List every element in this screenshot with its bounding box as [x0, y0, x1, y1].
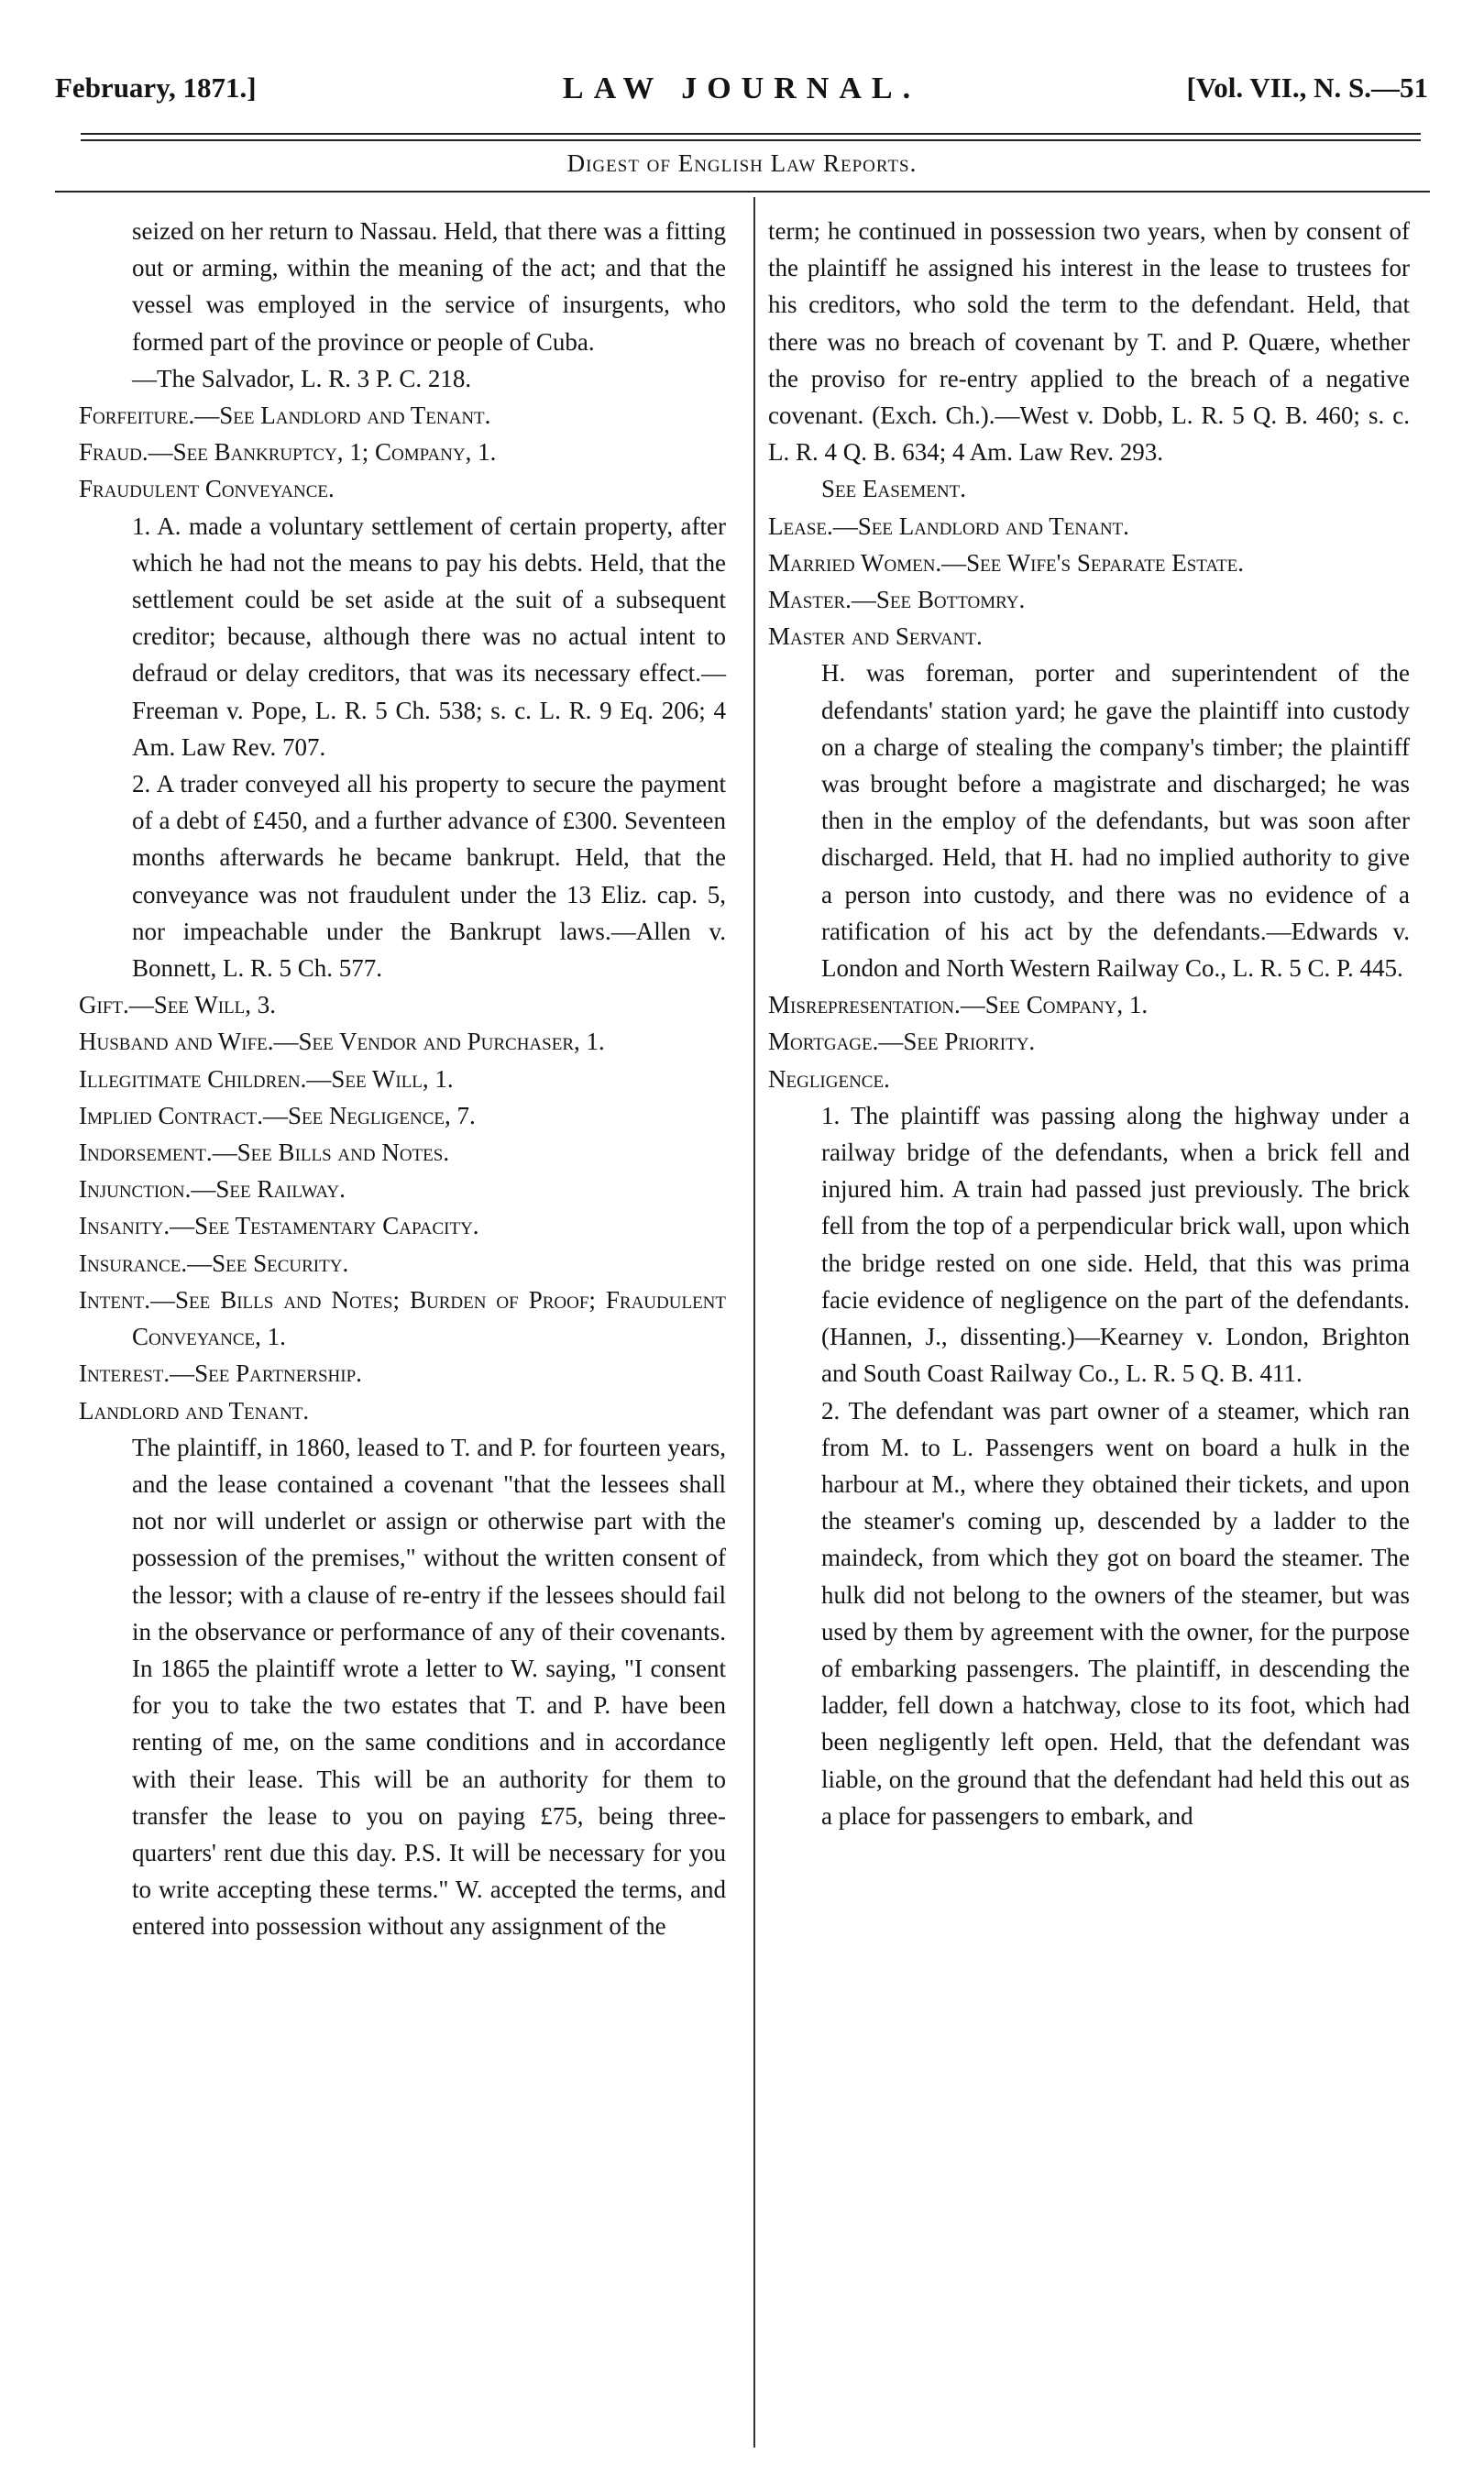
- heading-negligence: Negligence.: [768, 1064, 890, 1093]
- entry-lease: Lease.—See Landlord and Tenant.: [768, 512, 1129, 540]
- left-column: [79, 213, 726, 1945]
- entry-husband-wife: Husband and Wife.—See Vendor and Purchaser, 1.: [79, 1028, 605, 1056]
- entry-misrepresentation: Misrepresentation.—See Company, 1.: [768, 991, 1149, 1019]
- heading-fraudulent-conveyance: Fraudulent Conveyance.: [79, 475, 335, 503]
- entry-forfeiture: Forfeiture.—See Landlord and Tenant.: [79, 402, 491, 430]
- entry-negligence-2: 2. The defendant was part owner of a steamer, which ran from M. to L. Passengers went on board a hulk in the harbour at M., where they obtained their tickets, and upon the steamer's coming up, descended by a ladder to the maindeck, from which they got on board the steamer. The hulk did not belong to the owners of the steamer, but was used by them by agreement with the owner, for the purpose of embarking passengers. The plaintiff, in descending the ladder, fell down a hatchway, close to its foot, which had been negligently left open. Held, that the defendant was liable, on the ground that the defendant had held this out as a place for passengers to embark, and: [821, 1396, 1410, 1830]
- entry-fraudulent-conveyance-2: 2. A trader conveyed all his property to secure the payment of a debt of £450, and a further advance of £300. Seventeen months afterwards he became bankrupt. Held, that the conveyance was not fraudulent under the 13 Eliz. cap. 5, nor impeachable under the Bankrupt laws.—Allen v. Bonnett, L. R. 5 Ch. 577.: [132, 770, 726, 983]
- entry-illegitimate: Illegitimate Children.—See Will, 1.: [79, 1064, 454, 1093]
- right-column: [768, 213, 1410, 1834]
- entry-insanity: Insanity.—See Testamentary Capacity.: [79, 1212, 479, 1240]
- heading-landlord-tenant: Landlord and Tenant.: [79, 1396, 310, 1425]
- entry-fraudulent-conveyance-1: 1. A. made a voluntary settlement of certain property, after which he had not the means to pay his debts. Held, that the settlement could be set aside at the suit of a subsequent creditor; because, although there was no actual intent to defraud or delay creditors, that was its necessary effect.—Freeman v. Pope, L. R. 5 Ch. 538; s. c. L. R. 9 Eq. 206; 4 Am. Law Rev. 707.: [132, 512, 726, 761]
- entry-master: Master.—See Bottomry.: [768, 586, 1026, 614]
- entry-fraud: Fraud.—See Bankruptcy, 1; Company, 1.: [79, 438, 497, 467]
- page-header: [55, 72, 1428, 112]
- entry-intent: Intent.—See Bills and Notes; Burden of Proof; Fraudulent Conveyance, 1.: [79, 1285, 726, 1351]
- entry-interest: Interest.—See Partnership.: [79, 1359, 362, 1388]
- entry-gift: Gift.—See Will, 3.: [79, 991, 277, 1019]
- entry-landlord-continued: term; he continued in possession two years, when by consent of the plaintiff he assigned his interest in the lease to trustees for his creditors, who sold the term to the defendant. Held, that there was no breach of covenant by T. and P. Quære, whether the proviso for re-entry applied to the breach of a negative covenant. (Exch. Ch.).—West v. Dobb, L. R. 5 Q. B. 460; s. c. L. R. 4 Q. B. 634; 4 Am. Law Rev. 293.: [768, 217, 1410, 467]
- entry-see-easement: See Easement.: [821, 475, 966, 503]
- heading-master-servant: Master and Servant.: [768, 622, 983, 651]
- entry-married-women: Married Women.—See Wife's Separate Estate.: [768, 548, 1244, 577]
- header-double-rule: [81, 133, 1421, 141]
- entry-mortgage: Mortgage.—See Priority.: [768, 1028, 1036, 1056]
- journal-title: LAW JOURNAL.: [562, 72, 921, 105]
- header-date: February, 1871.]: [55, 72, 257, 104]
- entry-master-servant: H. was foreman, porter and superintendent of the defendants' station yard; he gave the plaintiff into custody on a charge of stealing the company's timber; the plaintiff was brought before a magistrate and discharged; he was then in the employ of the defendants, but was soon after discharged. Held, that H. had no implied authority to give a person into custody, and there was no evidence of a ratification of his act by the defendants.—Edwards v. London and North Western Railway Co., L. R. 5 C. P. 445.: [821, 659, 1410, 983]
- entry-indorsement: Indorsement.—See Bills and Notes.: [79, 1139, 450, 1167]
- entry-implied-contract: Implied Contract.—See Negligence, 7.: [79, 1101, 476, 1129]
- entry-insurance: Insurance.—See Security.: [79, 1249, 349, 1277]
- section-rule: [55, 191, 1430, 193]
- column-divider: [753, 197, 755, 2448]
- entry-injunction: Injunction.—See Railway.: [79, 1175, 346, 1204]
- entry-negligence-1: 1. The plaintiff was passing along the highway under a railway bridge of the defendants, when a brick fell and injured him. A train had passed just previously. The brick fell from the top of a perpendicular brick wall, upon which the bridge rested on one side. Held, that this was prima facie evidence of negligence on the part of the defendants. (Hannen, J., dissenting.)—Kearney v. London, Brighton and South Coast Railway Co., L. R. 5 Q. B. 411.: [821, 1101, 1410, 1388]
- section-title: Digest of English Law Reports.: [566, 149, 918, 177]
- volume-page: [Vol. VII., N. S.—51: [1186, 72, 1428, 104]
- entry-landlord-tenant: The plaintiff, in 1860, leased to T. and P. for fourteen years, and the lease contained a covenant "that the lessees shall not nor will underlet or assign or otherwise part with the possession of the premises," without the written consent of the lessor; with a clause of re-entry if the lessees should fail in the observance or performance of any of their covenants. In 1865 the plaintiff wrote a letter to W. saying, "I consent for you to take the two estates that T. and P. have been renting of me, on the same conditions and in accordance with their lease. This will be an authority for them to transfer the lease to you on paying £75, being three-quarters' rent due this day. P.S. It will be necessary for you to write accepting these terms." W. accepted the terms, and entered into possession without any assignment of the: [132, 1433, 726, 1941]
- entry-salvador-citation: —The Salvador, L. R. 3 P. C. 218.: [132, 364, 472, 392]
- entry-salvador-text: seized on her return to Nassau. Held, that there was a fitting out or arming, within the meaning of the act; and that the vessel was employed in the service of insurgents, who formed part of the province or people of Cuba.: [132, 217, 726, 356]
